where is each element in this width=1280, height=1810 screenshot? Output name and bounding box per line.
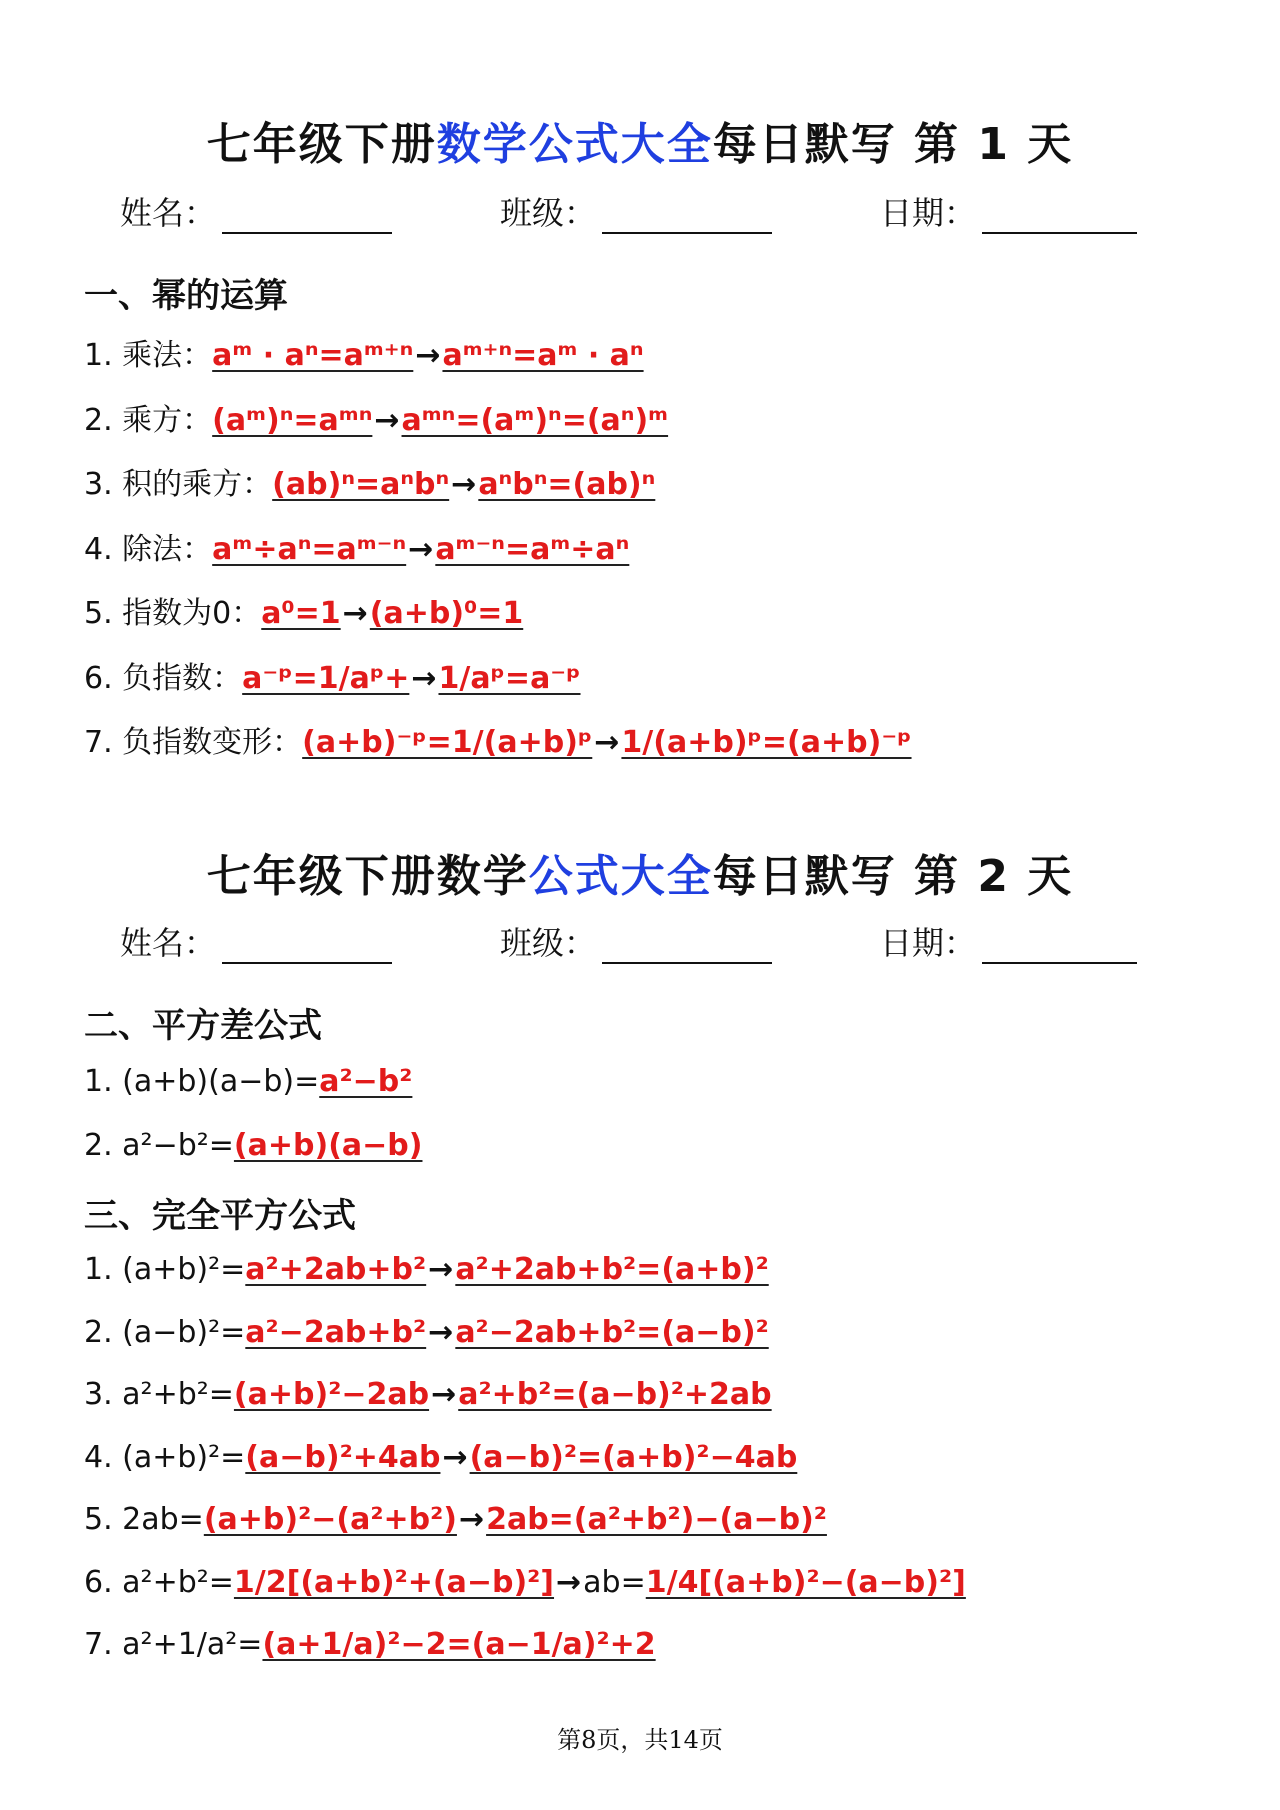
page-footer: 第8页，共14页 <box>557 1726 723 1754</box>
formula-prefix: 3. a²+b²= <box>84 1377 234 1412</box>
formula-reverse-answer: a²+2ab+b²=(a+b)² <box>455 1252 769 1287</box>
name-label: 姓名： <box>120 194 217 232</box>
arrow-right-icon: → <box>458 1502 485 1537</box>
formula-reverse-answer: 1/(a+b)ᵖ=(a+b)⁻ᵖ <box>621 725 912 760</box>
formula-answer: (a+b)²−2ab <box>233 1377 430 1412</box>
formula-prefix: 6. a²+b²= <box>84 1564 234 1600</box>
arrow-right-icon: → <box>594 725 620 760</box>
formula-reverse-answer: 1/aᵖ=a⁻ᵖ <box>438 660 581 696</box>
day2-b-formula-row <box>84 1438 797 1478</box>
arrow-right-icon: → <box>451 467 477 502</box>
day1-date-field[interactable] <box>880 188 1137 234</box>
day2-section-b-title: 三、完全平方公式 <box>84 1196 356 1236</box>
formula-answer: (ab)ⁿ=aⁿbⁿ <box>272 467 450 502</box>
arrow-right-icon: → <box>442 1439 468 1475</box>
day1-title-part1: 七年级下册 <box>206 119 437 170</box>
formula-answer: a⁻ᵖ=1/aᵖ+ <box>242 660 410 696</box>
day2-class-field[interactable] <box>500 918 772 964</box>
formula-reverse-answer: 2ab=(a²+b²)−(a−b)² <box>486 1502 827 1537</box>
date-label: 日期： <box>880 924 977 962</box>
name-label: 姓名： <box>120 924 217 962</box>
formula-answer: 1/2[(a+b)²+(a−b)²] <box>233 1564 555 1600</box>
formula-reverse-answer: (a−b)²=(a+b)²−4ab <box>469 1439 798 1475</box>
day2-section-a-title: 二、平方差公式 <box>84 1006 322 1046</box>
day1-title-part2: 每日默写 第 1 天 <box>712 119 1074 170</box>
arrow-right-icon: → <box>374 402 400 438</box>
formula-reverse-answer: a²+b²=(a−b)²+2ab <box>458 1377 772 1412</box>
date-label: 日期： <box>880 194 977 232</box>
day2-date-field[interactable] <box>880 918 1137 964</box>
day2-b-formula-row <box>84 1375 772 1415</box>
day2-title-part2: 每日默写 第 2 天 <box>712 851 1074 902</box>
arrow-right-icon: → <box>342 596 368 631</box>
class-blank[interactable] <box>602 932 772 964</box>
day1-formula-row <box>84 659 581 699</box>
day2-title-highlight: 公式大全 <box>528 851 713 902</box>
formula-prefix: 6. 负指数： <box>84 660 243 696</box>
formula-prefix: 5. 2ab= <box>84 1502 204 1537</box>
formula-answer: a²−2ab+b² <box>245 1314 427 1350</box>
formula-answer: (a+b)²−(a²+b²) <box>203 1502 457 1537</box>
date-blank[interactable] <box>982 202 1137 234</box>
day2-title <box>0 840 1280 904</box>
day1-title-highlight: 数学公式大全 <box>436 119 713 170</box>
formula-prefix: 2. 乘方： <box>84 402 213 438</box>
formula-prefix: 1. (a+b)(a−b)= <box>84 1064 320 1099</box>
formula-answer: a⁰=1 <box>261 596 341 631</box>
arrow-right-icon: → <box>411 660 437 696</box>
formula-reverse-answer: a²−2ab+b²=(a−b)² <box>455 1314 769 1350</box>
day1-section-title: 一、幂的运算 <box>84 276 288 316</box>
formula-prefix: 3. 积的乘方： <box>84 467 273 502</box>
formula-prefix: 7. 负指数变形： <box>84 725 303 760</box>
day1-title <box>0 108 1280 172</box>
formula-prefix: 1. 乘法： <box>84 338 213 373</box>
formula-answer: aᵐ · aⁿ=aᵐ⁺ⁿ <box>212 338 414 373</box>
formula-answer: a²+2ab+b² <box>245 1252 427 1287</box>
day1-class-field[interactable] <box>500 188 772 234</box>
day2-info-row <box>0 918 1280 968</box>
name-blank[interactable] <box>222 932 392 964</box>
formula-prefix: 1. (a+b)²= <box>84 1252 246 1287</box>
day2-name-field[interactable] <box>120 918 392 964</box>
day2-a-formula-row <box>84 1062 412 1102</box>
formula-reverse-answer: (a+b)⁰=1 <box>369 596 524 631</box>
formula-prefix: 2. a²−b²= <box>84 1128 234 1163</box>
day2-title-part1: 七年级下册数学 <box>206 851 529 902</box>
formula-answer: (a−b)²+4ab <box>245 1439 441 1475</box>
formula-prefix: 7. a²+1/a²= <box>84 1627 263 1662</box>
day1-formula-row <box>84 465 655 505</box>
arrow-right-icon: → <box>415 338 441 373</box>
formula-answer: (a+b)⁻ᵖ=1/(a+b)ᵖ <box>302 725 593 760</box>
day2-a-formula-row <box>84 1126 422 1166</box>
arrow-right-icon: → <box>428 1314 454 1350</box>
day2-b-formula-row <box>84 1563 966 1603</box>
class-label: 班级： <box>500 194 597 232</box>
formula-reverse-answer: aⁿbⁿ=(ab)ⁿ <box>478 467 656 502</box>
class-blank[interactable] <box>602 202 772 234</box>
formula-reverse-answer: 1/4[(a+b)²−(a−b)²] <box>645 1564 966 1600</box>
formula-prefix: 5. 指数为0： <box>84 596 262 631</box>
day2-b-formula-row <box>84 1625 656 1665</box>
date-blank[interactable] <box>982 932 1137 964</box>
day2-b-formula-row <box>84 1250 769 1290</box>
formula-reverse-answer: aᵐⁿ=(aᵐ)ⁿ=(aⁿ)ᵐ <box>401 402 669 438</box>
name-blank[interactable] <box>222 202 392 234</box>
formula-reverse-answer: aᵐ⁺ⁿ=aᵐ · aⁿ <box>442 338 644 373</box>
day2-b-formula-row <box>84 1500 827 1540</box>
formula-prefix: 4. 除法： <box>84 531 213 567</box>
day1-formula-row <box>84 336 644 376</box>
formula-prefix: 4. (a+b)²= <box>84 1439 246 1475</box>
day1-formula-row <box>84 530 629 570</box>
day1-info-row <box>0 188 1280 238</box>
formula-answer: aᵐ÷aⁿ=aᵐ⁻ⁿ <box>212 531 407 567</box>
formula-answer: (aᵐ)ⁿ=aᵐⁿ <box>212 402 373 438</box>
formula-reverse-answer: aᵐ⁻ⁿ=aᵐ÷aⁿ <box>435 531 630 567</box>
day1-formula-row <box>84 401 668 441</box>
formula-prefix: 2. (a−b)²= <box>84 1314 246 1350</box>
day1-name-field[interactable] <box>120 188 392 234</box>
formula-answer: a²−b² <box>319 1064 413 1099</box>
arrow-right-icon: → <box>431 1377 457 1412</box>
day2-b-formula-row <box>84 1313 769 1353</box>
day1-formula-row <box>84 594 523 634</box>
arrow-right-icon: → <box>556 1564 582 1600</box>
arrow-right-icon: → <box>408 531 434 567</box>
formula-answer: (a+b)(a−b) <box>233 1128 423 1163</box>
formula-answer: (a+1/a)²−2=(a−1/a)²+2 <box>262 1627 656 1662</box>
day1-formula-row <box>84 723 912 763</box>
class-label: 班级： <box>500 924 597 962</box>
arrow-right-icon: → <box>428 1252 454 1287</box>
formula-middle-text: ab= <box>583 1564 646 1600</box>
